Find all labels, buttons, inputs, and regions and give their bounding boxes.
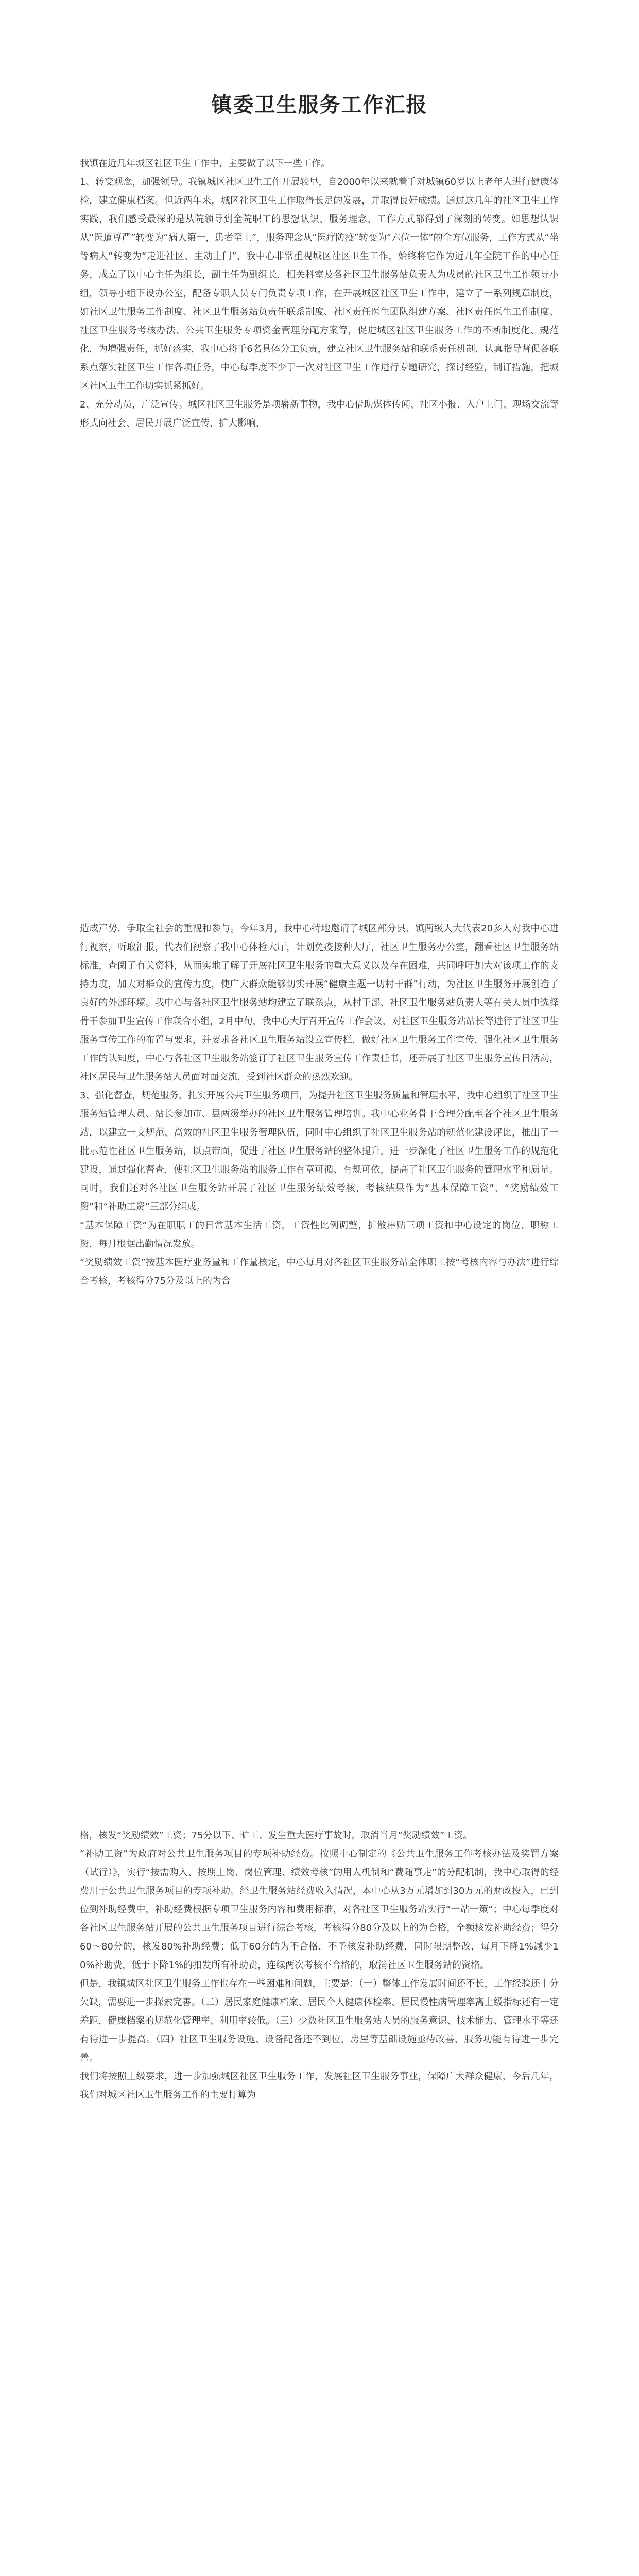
document-title: 镇委卫生服务工作汇报 [211, 93, 428, 117]
paragraph: 但是，我镇城区社区卫生服务工作也存在一些困难和问题，主要是：（一）整体工作发展时间还不长，工作经验还十分欠缺，需要进一步探索完善。（二）居民家庭健康档案、居民个人健康体检率、居民慢性病管理率离上级指标还有一定差距，健康档案的规范化管理率、利用率较低。（三）少数社区卫生服务站人员的服务意识、技术能力、管理水平等还有待进一步提高。（四）社区卫生服务设施、设备配备还不到位，房屋等基础设施亟待改善，服务功能有待进一步完善。 [80, 1978, 559, 2063]
paragraph: “奖励绩效工资”按基本医疗业务量和工作量核定，中心每月对各社区卫生服务站全体职工按“考核内容与办法”进行综合考核，考核得分75分及以上的为合 [80, 1257, 559, 1286]
paragraph: 3、强化督查，规范服务，扎实开展公共卫生服务项目，为提升社区卫生服务质量和管理水平，我中心组织了社区卫生服务站管理人员、站长参加市、县两级举办的社区卫生服务管理培训。我中心业务骨干合理分配至各个社区卫生服务站，以建立一支规范、高效的社区卫生服务管理队伍，同时中心组织了社区卫生服务站的规范化建设评比，推出了一批示范性社区卫生服务站，以点带面，促进了社区卫生服务站的整体提升，进一步深化了社区卫生服务工作的规范化建设，通过强化督查，使社区卫生服务站的服务工作有章可循、有规可依，提高了社区卫生服务的管理水平和质量。同时，我们还对各社区卫生服务站开展了社区卫生服务绩效考核，考核结果作为“基本保障工资”、“奖励绩效工资”和“补助工资”三部分组成。 [80, 1090, 559, 1212]
text-block-1 [80, 155, 559, 433]
paragraph: 我们将按照上级要求，进一步加强城区社区卫生服务工作，发展社区卫生服务事业，保障广大群众健康，今后几年，我们对城区社区卫生服务工作的主要打算为 [80, 2071, 559, 2100]
paragraph: 2、充分动员，广泛宣传。城区社区卫生服务是项崭新事物，我中心借助媒体传闻、社区小报、入户上门、现场交流等形式向社会、居民开展广泛宣传，扩大影响， [80, 399, 559, 429]
paragraph: 1、转变观念，加强领导。我镇城区社区卫生工作开展较早，自2000年以来就着手对城镇60岁以上老年人进行健康体检，建立健康档案。但近两年来，城区社区卫生工作取得长足的发展，并取得良好成绩。通过这几年的社区卫生工作实践，我们感受最深的是从院领导到全院职工的思想认识、服务理念、工作方式都得到了深刻的转变。如思想认识从“医道尊严”转变为“病人第一，患者至上”，服务理念从“医疗防疫”转变为“六位一体”的全方位服务，工作方式从“坐等病人”转变为“走进社区、主动上门”，我中心非常重视城区社区卫生工作，始终将它作为近几年全院工作的中心任务，成立了以中心主任为组长，副主任为副组长，相关科室及各社区卫生服务站负责人为成员的社区卫生工作领导小组，领导小组下设办公室，配备专职人员专门负责专项工作，在开展城区社区卫生工作中，建立了一系列规章制度，如社区卫生服务工作制度、社区卫生服务站负责任联系制度、社区责任医生团队组建方案、社区责任医生工作制度、社区卫生服务考核办法、公共卫生服务专项资金管理分配方案等，促进城区社区卫生服务工作的不断制度化、规范化，为增强责任，抓好落实，我中心将千6名具体分工负责，建立社区卫生服务站和联系责任机制，认真指导督促各联系点落实社区卫生工作各项任务，中心每季度不少于一次对社区卫生工作进行专题研究，探讨经验，制订措施，把城区社区卫生工作切实抓紧抓好。 [80, 177, 559, 392]
paragraph: 造成声势，争取全社会的重视和参与。今年3月，我中心特地邀请了城区部分县、镇两级人大代表20多人对我中心进行视察，听取汇报，代表们视察了我中心体检大厅，计划免疫接种大厅，社区卫生服务办公室，翻看社区卫生服务站标准，查阅了有关资料，从而实地了解了开展社区卫生服务的重大意义以及存在困难，共同呼吁加大对该项工作的支持力度，加大对群众的宣传力度，使广大群众能够切实开展“健康主题一切村干群”行动，为社区卫生服务开展创造了良好的外部环境。我中心与各社区卫生服务站均建立了联系点，从村干部、社区卫生服务站负责人等有关人员中选择骨干参加卫生宣传工作联合小组，2月中旬，我中心大厅召开宣传工作会议，对社区卫生服务站站长等进行了社区卫生服务宣传工作的布置与要求，并要求各社区卫生服务站设立宣传栏，做好社区卫生服务工作宣传，强化社区卫生服务工作的认知度，中心与各社区卫生服务站签订了社区卫生服务宣传工作责任书，还开展了社区卫生服务宣传日活动，社区居民与卫生服务站人员面对面交流，受到社区群众的热烈欢迎。 [80, 923, 559, 1082]
text-block-3 [80, 1826, 559, 2105]
text-block-2 [80, 920, 559, 1291]
paragraph: “补助工资”为政府对公共卫生服务项目的专项补助经费。按照中心制定的《公共卫生服务工作考核办法及奖罚方案（试行）》，实行“按需购入、按期上岗、岗位管理、绩效考核”的用人机制和“费随事走”的分配机制，我中心取得的经费用于公共卫生服务项目的专项补助。经卫生服务站经费收入情况，本中心从3万元增加到30万元的财政投入，已到位到补助经费中，补助经费根据专项卫生服务内容和费用标准，对各社区卫生服务站实行“一站一策”；中心每季度对各社区卫生服务站开展的公共卫生服务项目进行综合考核，考核得分80分及以上的为合格，全额核发补助经费；得分60～80分的，核发80%补助经费；低于60分的为不合格，不予核发补助经费，同时限期整改，每月下降1%减少10%补助费，低于下降1%的扣发所有补助费，连续两次考核不合格的，取消社区卫生服务站的资格。 [80, 1849, 559, 1971]
paragraph: 我镇在近几年城区社区卫生工作中，主要做了以下一些工作。 [80, 158, 330, 169]
paragraph: “基本保障工资”为在职职工的日常基本生活工资，工资性比例调整，扩散津贴三项工资和中心设定的岗位、职称工资，每月根据出勤情况发放。 [80, 1220, 559, 1249]
paragraph: 格，核发“奖励绩效”工资；75分以下、旷工、发生重大医疗事故时，取消当月“奖励绩效”工资。 [80, 1830, 473, 1841]
